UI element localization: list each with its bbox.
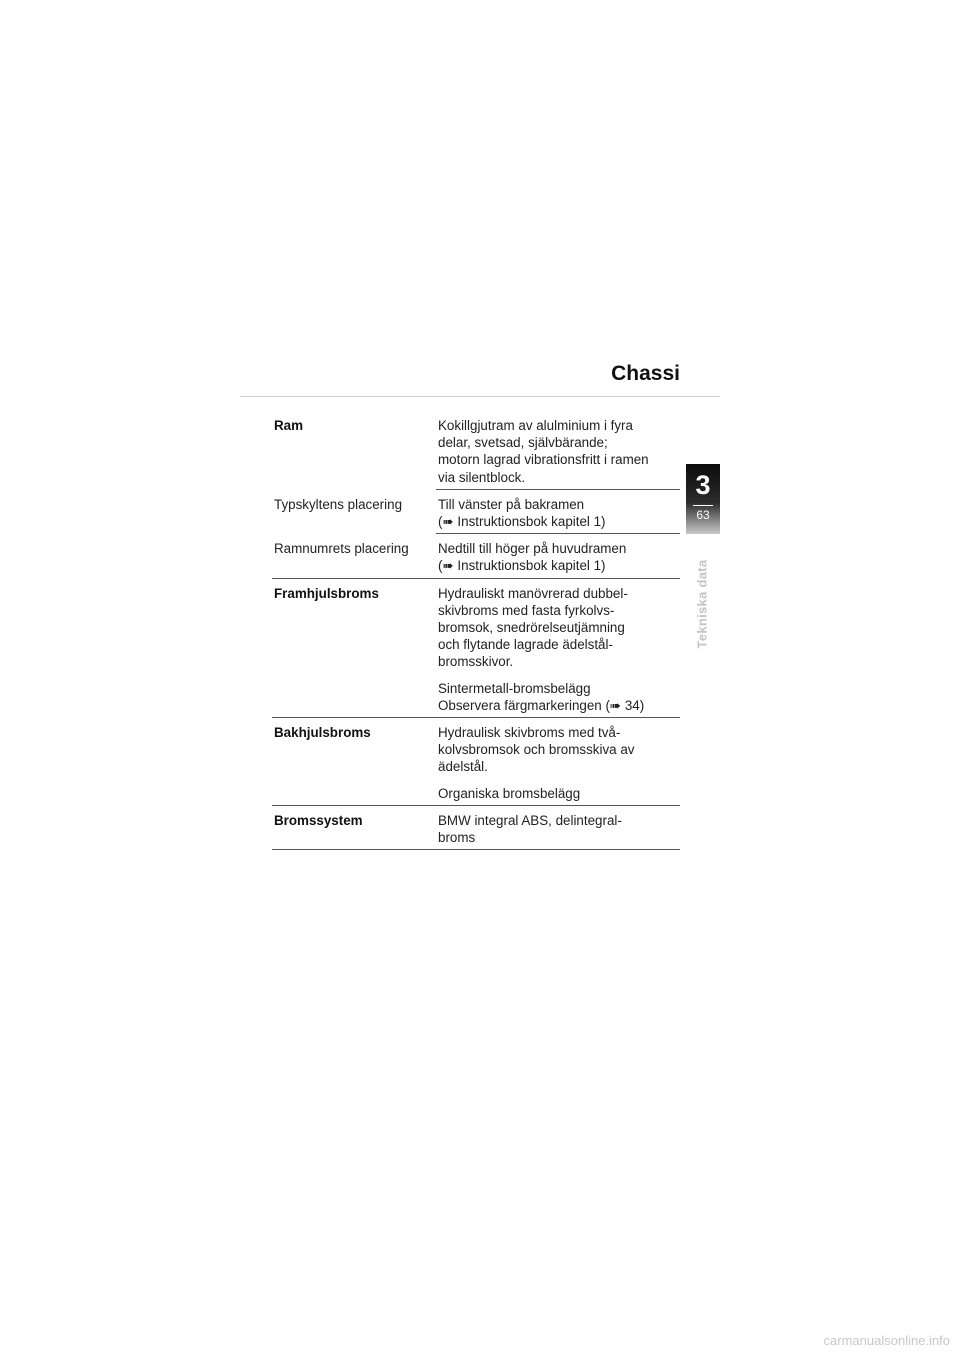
page-title: Chassi	[611, 362, 680, 385]
spec-value	[438, 540, 680, 574]
spec-value-paragraph	[438, 680, 680, 714]
row-divider	[272, 849, 680, 850]
title-divider	[240, 396, 720, 397]
spec-value-line: bromsok, snedrörelseutjämning	[438, 620, 625, 636]
spec-value-line: Organiska bromsbelägg	[438, 785, 581, 801]
row-divider	[272, 805, 680, 806]
spec-value-line: Sintermetall-bromsbelägg	[438, 680, 591, 696]
spec-value-line: motorn lagrad vibrationsfritt i ramen	[438, 452, 649, 468]
spec-value-line: (➠ Instruktionsbok kapitel 1)	[438, 514, 606, 530]
spec-value-line: Hydraulisk skivbroms med två-	[438, 725, 621, 741]
spec-label: Bakhjulsbroms	[274, 725, 371, 741]
spec-value-line: Observera färgmarkeringen (➠ 34)	[438, 697, 645, 713]
spec-value-paragraph	[438, 417, 680, 486]
spec-value-line: Nedtill till höger på huvudramen	[438, 541, 627, 557]
spec-value-paragraph	[438, 540, 680, 574]
spec-label: Ram	[274, 418, 304, 433]
spec-value-line: bromsskivor.	[438, 654, 514, 670]
spec-label: Typskyltens placering	[274, 496, 403, 512]
spec-value-paragraph	[438, 812, 680, 846]
spec-value-line: delar, svetsad, självbärande;	[438, 435, 608, 451]
spec-row	[272, 496, 680, 530]
chapter-tab-divider	[693, 505, 713, 506]
spec-value-line: BMW integral ABS, delintegral-	[438, 812, 622, 828]
row-divider	[272, 717, 680, 718]
spec-value-line: kolvsbromsok och bromsskiva av	[438, 742, 635, 758]
spec-value-line: Kokillgjutram av alulminium i fyra	[438, 418, 633, 433]
spec-value-line: via silentblock.	[438, 469, 526, 485]
spec-row	[272, 540, 680, 574]
spec-label: Ramnumrets placering	[274, 541, 409, 557]
spec-value	[438, 417, 680, 486]
spec-row	[272, 585, 680, 714]
spec-value-line: skivbroms med fasta fyrkolvs-	[438, 602, 615, 618]
spec-value-line: och flytande lagrade ädelstål-	[438, 637, 613, 653]
chapter-tab	[686, 464, 720, 534]
spec-value-line: broms	[438, 830, 476, 846]
spec-label: Framhjulsbroms	[274, 585, 379, 601]
spec-value	[438, 812, 680, 846]
spec-value-line: ädelstål.	[438, 759, 488, 775]
spec-value-paragraph	[438, 785, 680, 802]
spec-label: Bromssystem	[274, 812, 363, 828]
spec-row	[272, 724, 680, 802]
section-side-label	[690, 548, 714, 660]
spec-value	[438, 585, 680, 714]
spec-value-line: (➠ Instruktionsbok kapitel 1)	[438, 558, 606, 574]
spec-row	[272, 417, 680, 486]
spec-value	[438, 724, 680, 802]
spec-value-paragraph	[438, 724, 680, 776]
spec-value	[438, 496, 680, 530]
row-divider	[436, 489, 680, 490]
chapter-number: 3	[695, 470, 711, 500]
side-label-text: Tekniska data	[694, 559, 710, 649]
spec-value-line: Hydrauliskt manövrerad dubbel-	[438, 585, 628, 601]
row-divider	[272, 578, 680, 579]
spec-value-paragraph	[438, 585, 680, 671]
spec-row	[272, 812, 680, 846]
spec-value-line: Till vänster på bakramen	[438, 496, 585, 512]
spec-table	[272, 417, 680, 856]
watermark: carmanualsonline.info	[823, 1333, 950, 1348]
spec-value-paragraph	[438, 496, 680, 530]
page-number: 63	[696, 508, 710, 522]
row-divider	[436, 533, 680, 534]
